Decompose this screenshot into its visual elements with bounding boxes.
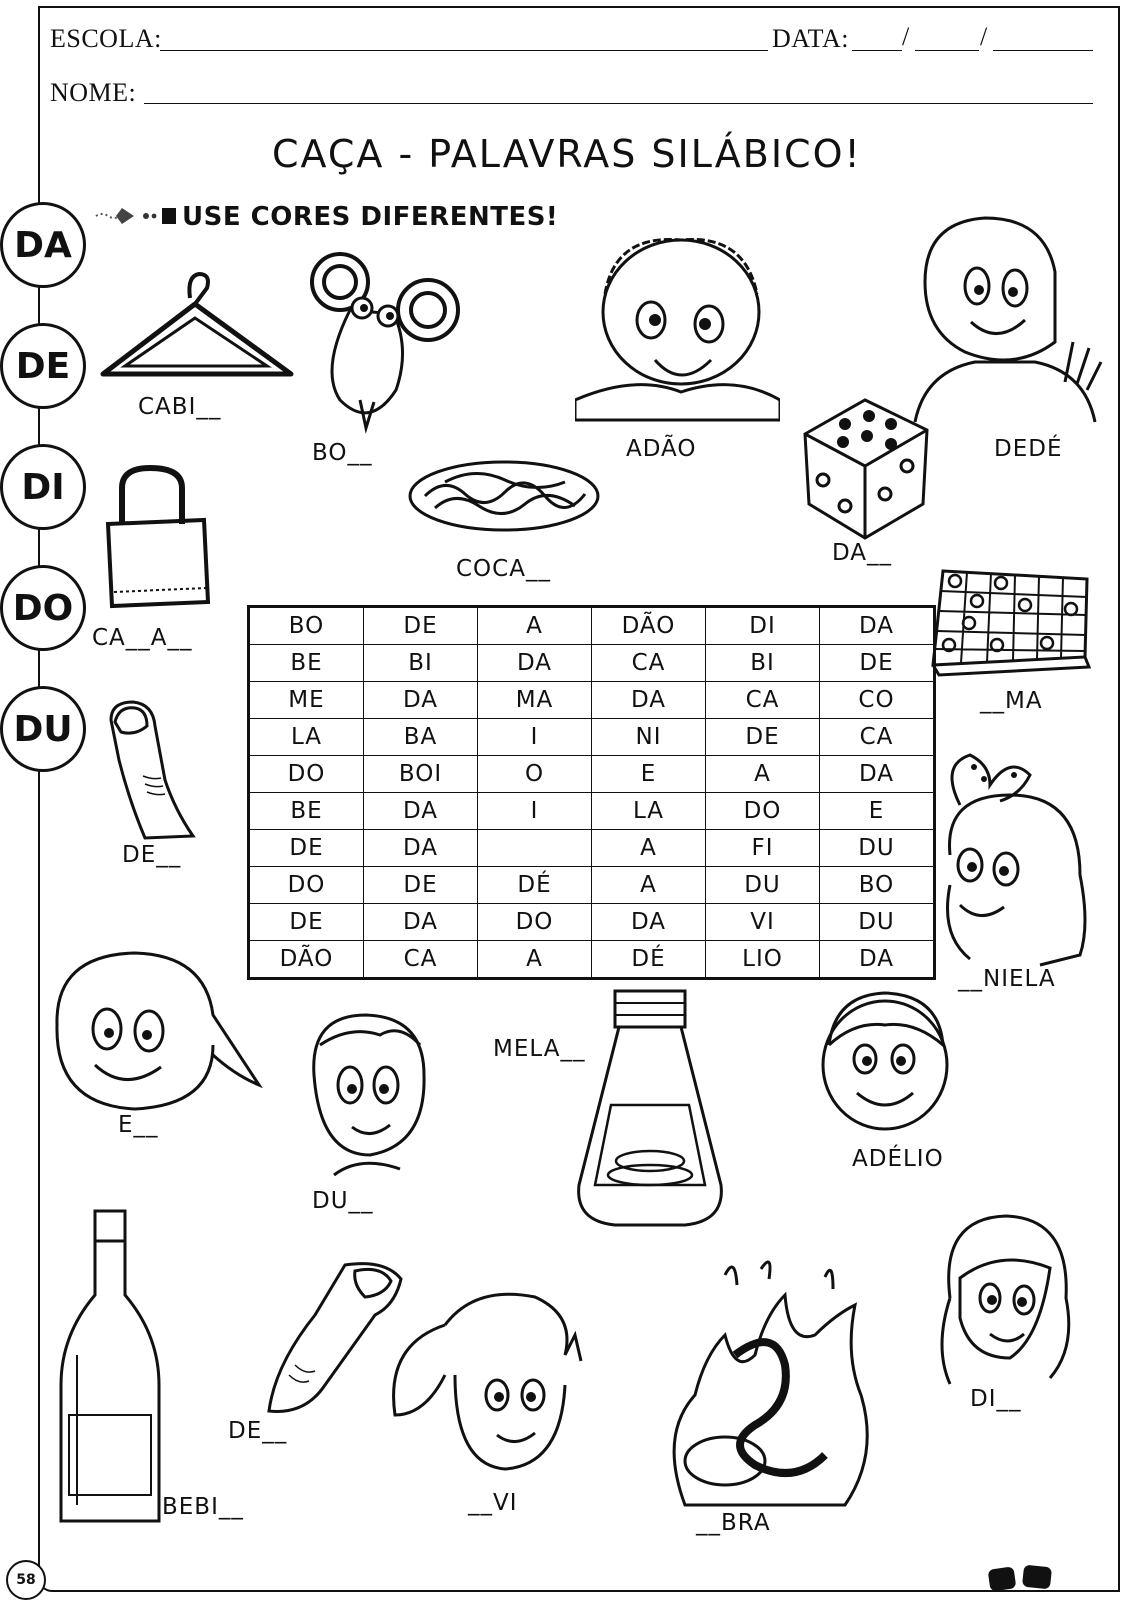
school-label: ESCOLA: bbox=[50, 24, 162, 53]
grid-cell[interactable]: DI bbox=[706, 607, 820, 645]
word-clue-divi: __VI bbox=[468, 1490, 518, 1516]
boy-face-icon bbox=[300, 1005, 435, 1190]
grid-cell[interactable]: DA bbox=[364, 830, 478, 867]
grid-cell[interactable]: DE bbox=[706, 719, 820, 756]
grid-cell[interactable]: DA bbox=[592, 682, 706, 719]
checkers-board-icon bbox=[925, 565, 1093, 680]
word-clue-cadeado: CA__A__ bbox=[92, 625, 193, 651]
name-line[interactable] bbox=[144, 103, 1093, 104]
grid-cell[interactable]: DÉ bbox=[478, 867, 592, 904]
goat-icon bbox=[300, 250, 470, 440]
word-clue-dudu: DU__ bbox=[312, 1188, 374, 1214]
date-year-line[interactable] bbox=[993, 50, 1093, 51]
grid-cell[interactable]: CA bbox=[820, 719, 935, 756]
cocada-icon bbox=[405, 446, 603, 536]
instruction-text: USE CORES DIFERENTES! bbox=[182, 202, 559, 232]
honey-jar-icon bbox=[575, 985, 725, 1230]
grid-row bbox=[249, 645, 935, 682]
hanger-icon bbox=[95, 268, 300, 386]
word-clue-adao: ADÃO bbox=[626, 436, 697, 462]
grid-row bbox=[249, 941, 935, 979]
word-clue-dedo-1: DE__ bbox=[122, 842, 182, 868]
grid-cell[interactable]: LIO bbox=[706, 941, 820, 979]
dice-icon bbox=[795, 394, 935, 544]
grid-cell[interactable]: BO bbox=[249, 607, 364, 645]
syllable-circle-du: DU bbox=[0, 686, 86, 772]
date-label: DATA: bbox=[772, 24, 849, 53]
grid-cell[interactable]: DE bbox=[364, 867, 478, 904]
grid-cell[interactable]: I bbox=[478, 793, 592, 830]
smiling-boy-icon bbox=[815, 985, 955, 1135]
page-number: 58 bbox=[6, 1560, 46, 1600]
grid-cell[interactable]: FI bbox=[706, 830, 820, 867]
grid-cell[interactable]: ME bbox=[249, 682, 364, 719]
grid-cell[interactable]: I bbox=[478, 719, 592, 756]
syllable-circle-da: DA bbox=[0, 202, 86, 288]
grid-cell[interactable]: MA bbox=[478, 682, 592, 719]
grid-cell[interactable]: BA bbox=[364, 719, 478, 756]
grid-cell[interactable]: DU bbox=[820, 904, 935, 941]
word-clue-daniela: __NIELA bbox=[958, 966, 1056, 992]
word-clue-cocada: COCA__ bbox=[456, 556, 551, 582]
word-clue-dama: __MA bbox=[980, 688, 1043, 714]
grid-cell[interactable]: O bbox=[478, 756, 592, 793]
name-label: NOME: bbox=[50, 78, 137, 107]
grid-cell[interactable]: DE bbox=[249, 904, 364, 941]
word-search-grid bbox=[247, 605, 936, 980]
grid-cell[interactable]: DA bbox=[820, 607, 935, 645]
word-clue-mela: MELA__ bbox=[493, 1036, 586, 1062]
curly-boy-icon bbox=[575, 224, 780, 424]
grid-cell[interactable]: CA bbox=[592, 645, 706, 682]
word-clue-cabide: CABI__ bbox=[138, 394, 222, 420]
bottle-icon bbox=[55, 1205, 165, 1530]
word-clue-dado: DA__ bbox=[832, 540, 893, 566]
grid-row bbox=[249, 756, 935, 793]
word-clue-edu: E__ bbox=[118, 1112, 159, 1138]
grid-row bbox=[249, 867, 935, 904]
grid-cell[interactable]: DO bbox=[249, 756, 364, 793]
word-clue-adelio: ADÉLIO bbox=[852, 1146, 944, 1172]
grid-cell[interactable]: DE bbox=[249, 830, 364, 867]
snake-in-fire-icon bbox=[665, 1255, 873, 1517]
grid-cell[interactable]: NI bbox=[592, 719, 706, 756]
padlock-icon bbox=[100, 462, 215, 612]
girl-with-bow-icon bbox=[930, 745, 1095, 970]
grid-cell[interactable]: DE bbox=[364, 607, 478, 645]
grid-cell[interactable] bbox=[478, 830, 592, 867]
grid-cell[interactable]: A bbox=[478, 941, 592, 979]
grid-row bbox=[249, 830, 935, 867]
page-title: CAÇA - PALAVRAS SILÁBICO! bbox=[272, 132, 862, 176]
grid-row bbox=[249, 607, 935, 645]
school-line[interactable] bbox=[160, 50, 768, 51]
grid-cell[interactable]: LA bbox=[249, 719, 364, 756]
grid-cell[interactable]: DA bbox=[592, 904, 706, 941]
word-clue-dibra: __BRA bbox=[696, 1510, 771, 1536]
grid-cell[interactable]: CA bbox=[706, 682, 820, 719]
grid-cell[interactable]: VI bbox=[706, 904, 820, 941]
waving-boy-icon bbox=[905, 212, 1105, 437]
grid-cell[interactable]: BOI bbox=[364, 756, 478, 793]
word-clue-didi: DI__ bbox=[970, 1386, 1022, 1412]
grid-cell[interactable]: BO bbox=[820, 867, 935, 904]
grid-cell[interactable]: DA bbox=[478, 645, 592, 682]
grid-cell[interactable]: BE bbox=[249, 645, 364, 682]
syllable-circle-di: DI bbox=[0, 444, 86, 530]
word-clue-bebida: BEBI__ bbox=[162, 1494, 244, 1520]
date-separator: / bbox=[902, 22, 910, 51]
grid-cell[interactable]: DÃO bbox=[249, 941, 364, 979]
grid-cell[interactable]: DA bbox=[820, 941, 935, 979]
grid-cell[interactable]: DA bbox=[364, 904, 478, 941]
grid-cell[interactable]: DÃO bbox=[592, 607, 706, 645]
grid-row bbox=[249, 793, 935, 830]
grid-cell[interactable]: BI bbox=[706, 645, 820, 682]
date-separator: / bbox=[980, 22, 988, 51]
grid-cell[interactable]: DE bbox=[820, 645, 935, 682]
grid-cell[interactable]: E bbox=[592, 756, 706, 793]
grid-cell[interactable]: DO bbox=[478, 904, 592, 941]
date-day-line[interactable] bbox=[852, 50, 902, 51]
grid-cell[interactable]: A bbox=[592, 867, 706, 904]
grid-cell[interactable]: A bbox=[592, 830, 706, 867]
pencil-scribble-icon bbox=[94, 202, 180, 230]
grid-cell[interactable]: BI bbox=[364, 645, 478, 682]
grid-cell[interactable]: DU bbox=[706, 867, 820, 904]
finger-icon bbox=[105, 700, 200, 840]
grid-cell[interactable]: CA bbox=[364, 941, 478, 979]
word-clue-dedo-2: DE__ bbox=[228, 1418, 288, 1444]
grid-cell[interactable]: DA bbox=[820, 756, 935, 793]
grid-cell[interactable]: DÉ bbox=[592, 941, 706, 979]
grid-cell[interactable]: CO bbox=[820, 682, 935, 719]
grid-cell[interactable]: DO bbox=[706, 793, 820, 830]
word-clue-dede: DEDÉ bbox=[994, 436, 1063, 462]
grid-cell[interactable]: A bbox=[706, 756, 820, 793]
grid-cell[interactable]: DA bbox=[364, 682, 478, 719]
grid-cell[interactable]: LA bbox=[592, 793, 706, 830]
cap-kid-icon bbox=[385, 1285, 585, 1485]
grid-cell[interactable]: E bbox=[820, 793, 935, 830]
grid-cell[interactable]: DA bbox=[364, 793, 478, 830]
date-month-line[interactable] bbox=[915, 50, 979, 51]
syllable-circle-do: DO bbox=[0, 565, 86, 651]
syllable-circle-de: DE bbox=[0, 323, 86, 409]
word-clue-bode: BO__ bbox=[312, 440, 373, 466]
grid-cell[interactable]: DU bbox=[820, 830, 935, 867]
publisher-logo-icon bbox=[985, 1562, 1055, 1594]
grid-cell[interactable]: A bbox=[478, 607, 592, 645]
grid-row bbox=[249, 904, 935, 941]
grid-row bbox=[249, 682, 935, 719]
grid-cell[interactable]: DO bbox=[249, 867, 364, 904]
cap-boy-icon bbox=[45, 945, 263, 1115]
grid-cell[interactable]: BE bbox=[249, 793, 364, 830]
long-hair-girl-icon bbox=[920, 1208, 1080, 1388]
grid-row bbox=[249, 719, 935, 756]
